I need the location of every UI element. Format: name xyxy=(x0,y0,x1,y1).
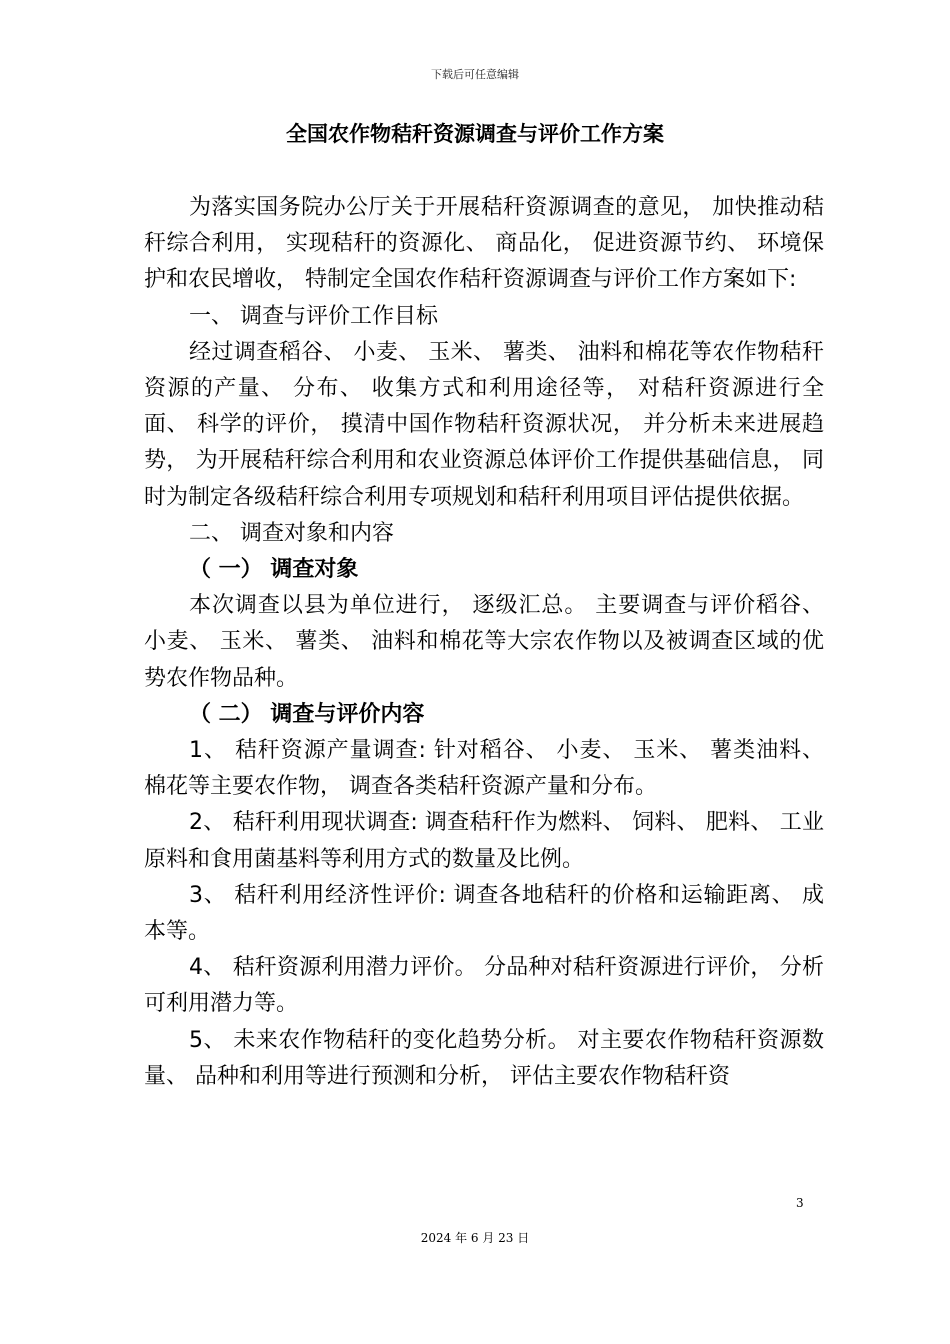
document-body xyxy=(144,190,824,1095)
header-note: 下载后可任意编辑 xyxy=(431,68,519,81)
content-item-4: 4、 秸秆资源利用潜力评价。 分品种对秸秆资源进行评价， 分析可利用潜力等。 xyxy=(144,955,824,1017)
content-item-2: 2、 秸秆利用现状调查: 调查秸秆作为燃料、 饲料、 肥料、 工业原料和食用菌基料等利用方式的数量及比例。 xyxy=(144,810,824,872)
subheading-survey-objects: （ 一） 调查对象 xyxy=(189,557,359,583)
goals-paragraph: 经过调查稻谷、 小麦、 玉米、 薯类、 油料和棉花等农作物秸秆资源的产量、 分布、 收集方式和利用途径等， 对秸秆资源进行全面、 科学的评价， 摸清中国作物秸秆资源状况， 并分析未来进展趋势， 为开展秸秆综合利用和农业资源总体评价工作提供基础信息， 同时为制定各级秸秆综合利用专项规划和秸秆利用项目评估提供依据。 xyxy=(144,339,824,510)
section-heading-goals: 一、 调查与评价工作目标 xyxy=(189,303,438,329)
content-item-1: 1、 秸秆资源产量调查: 针对稻谷、 小麦、 玉米、 薯类油料、 棉花等主要农作物， 调查各类秸秆资源产量和分布。 xyxy=(144,738,824,800)
content-item-3: 3、 秸秆利用经济性评价: 调查各地秸秆的价格和运输距离、 成本等。 xyxy=(144,882,824,945)
subheading-survey-content: （ 二） 调查与评价内容 xyxy=(189,701,425,727)
content-item-5: 5、 未来农作物秸秆的变化趋势分析。 对主要农作物秸秆资源数量、 品种和利用等进行预测和分析， 评估主要农作物秸秆资 xyxy=(144,1027,824,1089)
survey-objects-paragraph: 本次调查以县为单位进行， 逐级汇总。 主要调查与评价稻谷、 小麦、 玉米、 薯类、 油料和棉花等大宗农作物以及被调查区域的优势农作物品种。 xyxy=(144,593,824,691)
footer-date: 2024 年 6 月 23 日 xyxy=(420,1231,530,1245)
intro-paragraph: 为落实国务院办公厅关于开展秸秆资源调查的意见， 加快推动秸秆综合利用， 实现秸秆的资源化、 商品化， 促进资源节约、 环境保护和农民增收， 特制定全国农作秸秆资源调查与评价工作方案如下: xyxy=(144,195,824,293)
section-heading-objects: 二、 调查对象和内容 xyxy=(189,520,394,546)
page-number: 3 xyxy=(796,1196,804,1210)
document-title: 全国农作物秸秆资源调查与评价工作方案 xyxy=(286,122,664,146)
